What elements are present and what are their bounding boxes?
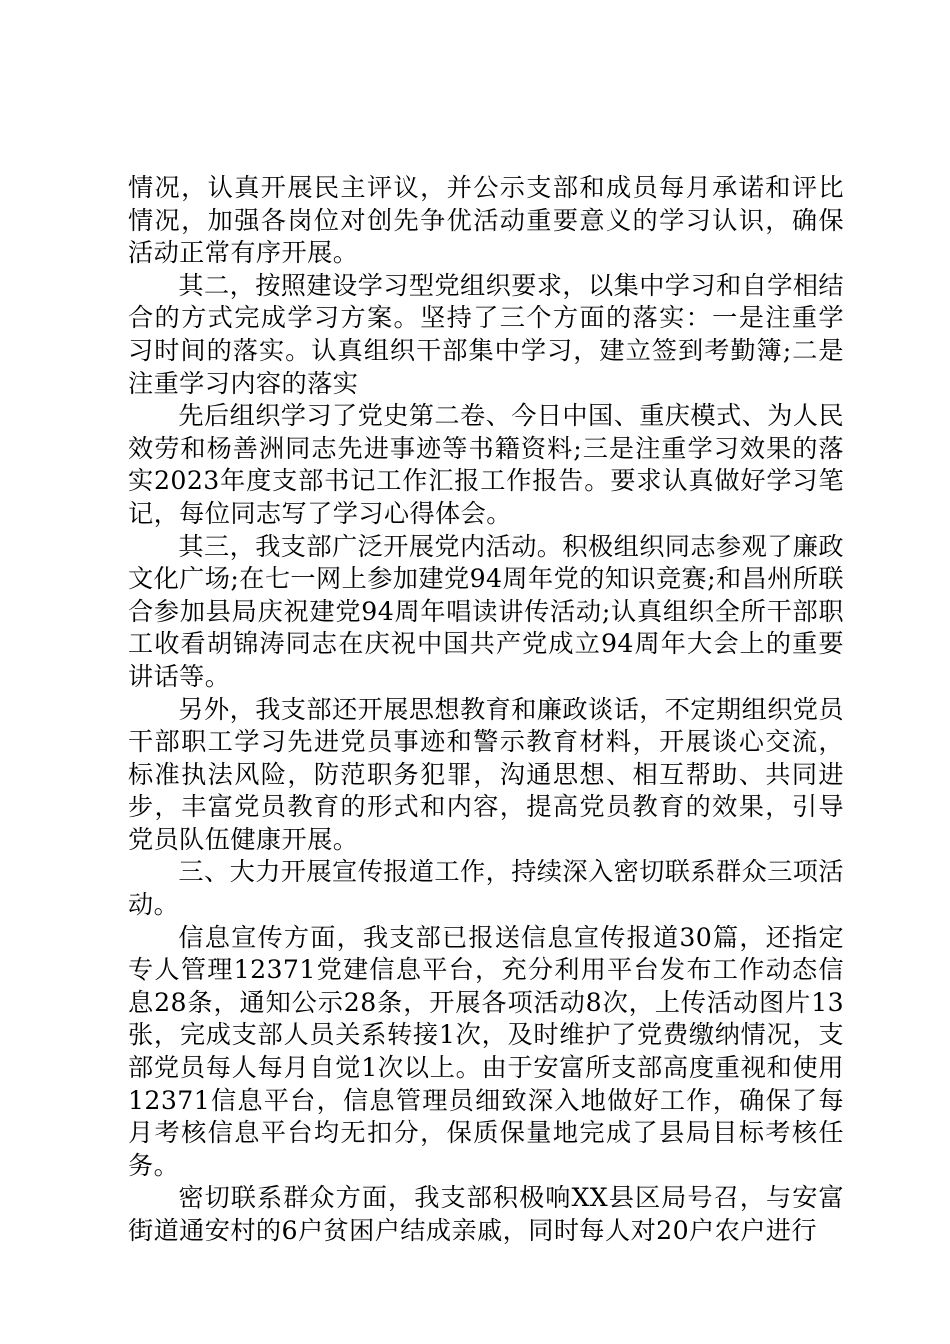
paragraph-7: 密切联系群众方面，我支部积极响XX县区局号召，与安富街道通安村的6户贫困户结成亲戚，同时每人对20户农户进行 xyxy=(128,1183,844,1245)
paragraph-4: 其三，我支部广泛开展党内活动。积极组织同志参观了廉政文化广场;在七一网上参加建党94周年党的知识竞赛;和昌州所联合参加县局庆祝建党94周年唱读讲传活动;认真组织全所干部职工收看胡锦涛同志在庆祝中国共产党成立94周年大会上的重要讲话等。 xyxy=(128,531,844,691)
section-heading-3: 三、大力开展宣传报道工作，持续深入密切联系群众三项活动。 xyxy=(128,857,844,920)
paragraph-5: 另外，我支部还开展思想教育和廉政谈话，不定期组织党员干部职工学习先进党员事迹和警示教育材料，开展谈心交流，标准执法风险，防范职务犯罪，沟通思想、相互帮助、共同进步，丰富党员教育的形式和内容，提高党员教育的效果，引导党员队伍健康开展。 xyxy=(128,694,844,854)
paragraph-2: 其二，按照建设学习型党组织要求，以集中学习和自学相结合的方式完成学习方案。坚持了三个方面的落实：一是注重学习时间的落实。认真组织干部集中学习，建立签到考勤簿;二是注重学习内容的落实 xyxy=(128,270,844,398)
paragraph-6: 信息宣传方面，我支部已报送信息宣传报道30篇，还指定专人管理12371党建信息平台，充分利用平台发布工作动态信息28条，通知公示28条，开展各项活动8次，上传活动图片13张，完成支部人员关系转接1次，及时维护了党费缴纳情况，支部党员每人每月自觉1次以上。由于安富所支部高度重视和使用12371信息平台，信息管理员细致深入地做好工作，确保了每月考核信息平台均无扣分，保质保量地完成了县局目标考核任务。 xyxy=(128,922,844,1180)
paragraph-1: 情况，认真开展民主评议，并公示支部和成员每月承诺和评比情况，加强各岗位对创先争优活动重要意义的学习认识，确保活动正常有序开展。 xyxy=(128,173,844,268)
document-body xyxy=(128,172,844,1248)
paragraph-3: 先后组织学习了党史第二卷、今日中国、重庆模式、为人民效劳和杨善洲同志先进事迹等书籍资料;三是注重学习效果的落实2023年度支部书记工作汇报工作报告。要求认真做好学习笔记，每位同志写了学习心得体会。 xyxy=(128,401,844,528)
